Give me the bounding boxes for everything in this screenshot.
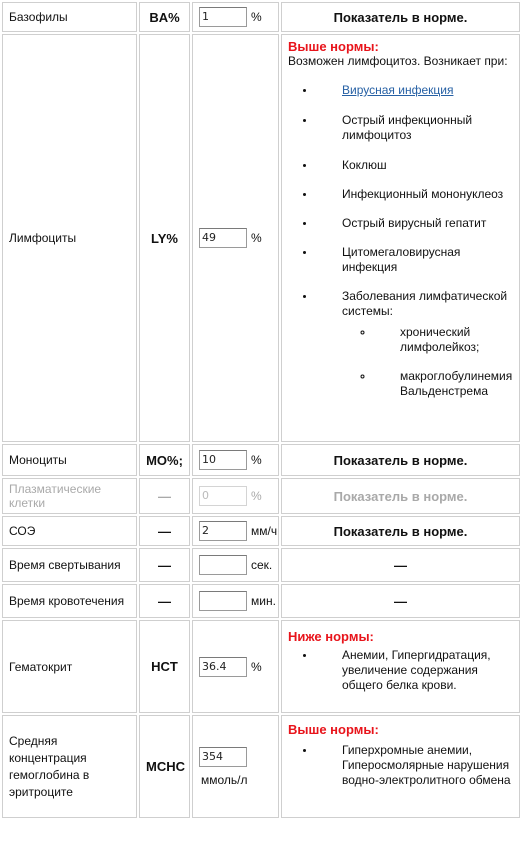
value-cell <box>192 478 279 514</box>
row-abbr: LY% <box>139 34 190 442</box>
row-abbr: MO%; <box>139 444 190 476</box>
list-item: • Цитомегаловирусная инфекция <box>316 245 513 275</box>
result-text: — <box>281 584 520 618</box>
value-cell <box>192 620 279 713</box>
sub-list-item: ◦ хронический лимфолейкоз; <box>374 325 513 355</box>
list-item-label: Заболевания лимфатической системы: <box>342 289 508 318</box>
row-abbr: — <box>139 516 190 546</box>
result-details <box>281 620 520 713</box>
value-cell <box>192 548 279 582</box>
unit-label: ммоль/л <box>201 772 248 787</box>
row-esr <box>2 516 520 546</box>
causes-list <box>288 648 513 693</box>
unit-label: % <box>251 489 262 503</box>
monocytes-input[interactable]: 10 <box>199 450 247 470</box>
list-item: • Коклюш <box>316 158 513 173</box>
row-name: Гематокрит <box>2 620 137 713</box>
value-cell <box>192 34 279 442</box>
row-name: Время кровотечения <box>2 584 137 618</box>
result-details <box>281 715 520 818</box>
unit-label: мм/ч <box>251 524 278 538</box>
row-abbr: — <box>139 584 190 618</box>
warning-heading: Выше нормы: <box>288 722 379 737</box>
result-text: Показатель в норме. <box>281 516 520 546</box>
row-lymphocytes <box>2 34 520 442</box>
row-bleeding-time <box>2 584 520 618</box>
list-item[interactable] <box>316 83 513 98</box>
unit-label: мин. <box>251 594 276 608</box>
row-clotting-time <box>2 548 520 582</box>
causes-list <box>288 743 513 788</box>
value-cell <box>192 715 279 818</box>
sub-list-item: ◦ макроглобулинемия Вальденстрема <box>374 369 513 399</box>
value-cell <box>192 2 279 32</box>
row-abbr: — <box>139 478 190 514</box>
unit-label: % <box>251 231 262 245</box>
row-name: Плазматические клетки <box>2 478 137 514</box>
result-text: Показатель в норме. <box>281 444 520 476</box>
list-item: • Гиперхромные анемии, Гиперосмолярные нарушения водно-электролитного обмена <box>316 743 513 788</box>
result-text: — <box>281 548 520 582</box>
value-cell <box>192 516 279 546</box>
unit-label: % <box>251 453 262 467</box>
row-basophils <box>2 2 520 32</box>
esr-input[interactable]: 2 <box>199 521 247 541</box>
row-name: Средняя концентрация гемоглобина в эритроците <box>2 715 137 818</box>
result-text: Показатель в норме. <box>281 478 520 514</box>
unit-label: сек. <box>251 558 273 572</box>
row-abbr: HCT <box>139 620 190 713</box>
value-cell <box>192 584 279 618</box>
result-text: Показатель в норме. <box>281 2 520 32</box>
row-monocytes <box>2 444 520 476</box>
row-abbr: BA% <box>139 2 190 32</box>
row-abbr: — <box>139 548 190 582</box>
clotting-time-input[interactable] <box>199 555 247 575</box>
unit-label: % <box>251 10 262 24</box>
row-name: СОЭ <box>2 516 137 546</box>
list-item: • Острый инфекционный лимфоцитоз <box>316 113 513 143</box>
row-mchc <box>2 715 520 818</box>
warning-intro: Возможен лимфоцитоз. Возникает при: <box>288 54 508 68</box>
row-name: Лимфоциты <box>2 34 137 442</box>
row-name: Моноциты <box>2 444 137 476</box>
row-plasma-cells <box>2 478 520 514</box>
row-abbr: MCHC <box>139 715 190 818</box>
list-item <box>316 289 513 399</box>
row-hematocrit <box>2 620 520 713</box>
list-item: • Инфекционный мононуклеоз <box>316 187 513 202</box>
warning-heading: Ниже нормы: <box>288 629 374 644</box>
mchc-input[interactable]: 354 <box>199 747 247 767</box>
viral-infection-link[interactable]: Вирусная инфекция <box>342 83 454 97</box>
warning-heading: Выше нормы: <box>288 39 379 54</box>
list-item: • Острый вирусный гепатит <box>316 216 513 231</box>
row-name: Время свертывания <box>2 548 137 582</box>
causes-list <box>288 83 513 399</box>
row-name: Базофилы <box>2 2 137 32</box>
basophils-input[interactable]: 1 <box>199 7 247 27</box>
result-details <box>281 34 520 442</box>
lymphocytes-input[interactable]: 49 <box>199 228 247 248</box>
plasma-cells-input[interactable]: 0 <box>199 486 247 506</box>
value-cell <box>192 444 279 476</box>
bleeding-time-input[interactable] <box>199 591 247 611</box>
unit-label: % <box>251 659 262 674</box>
subcauses-list <box>342 325 513 399</box>
hematocrit-input[interactable]: 36.4 <box>199 657 247 677</box>
list-item: • Анемии, Гипергидратация, увеличение содержания общего белка крови. <box>316 648 513 693</box>
